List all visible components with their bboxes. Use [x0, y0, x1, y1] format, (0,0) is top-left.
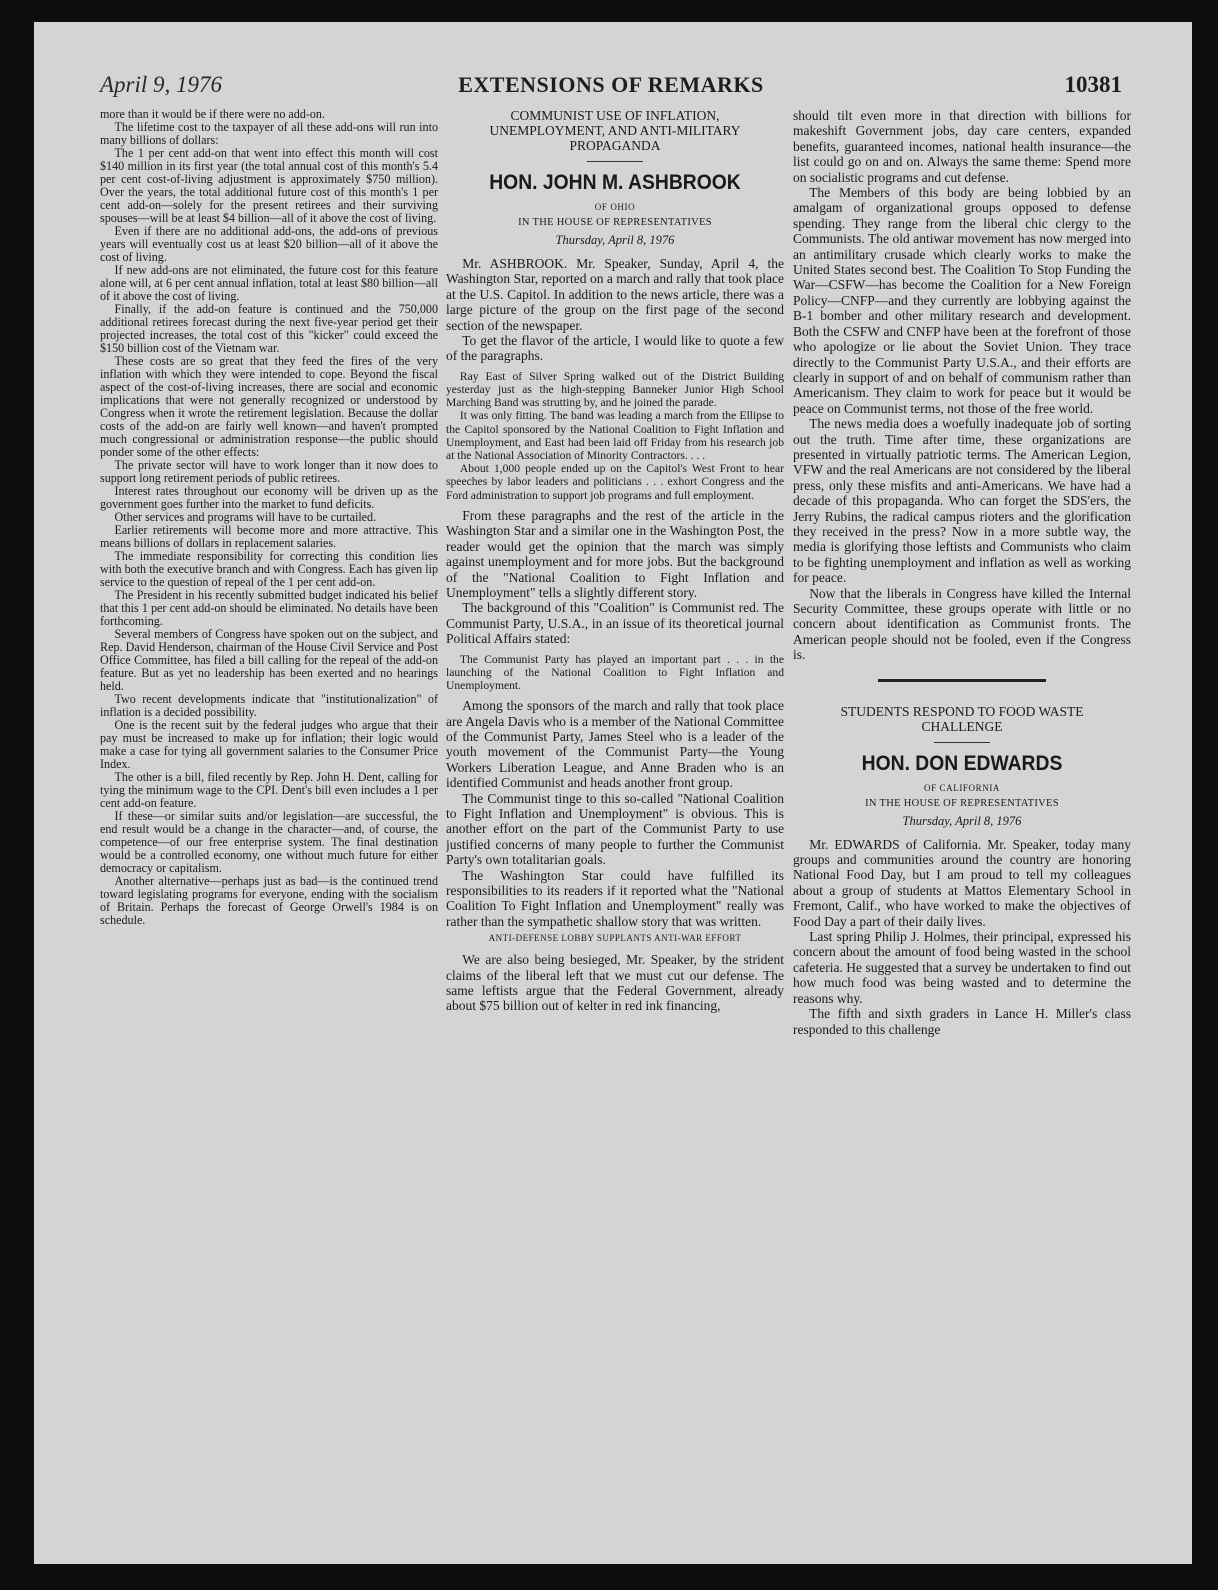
- member-name: HON. DON EDWARDS: [861, 751, 1063, 775]
- member-state: OF CALIFORNIA: [923, 782, 1001, 793]
- paragraph: The 1 per cent add-on that went into effect this month will cost $140 million in its first year (the total annual cost of this month's 5.4 per cent cost-of-living adjustment is approximately $750 million). Over the years, the total additional future cost of this month's 1 per cent add-on—solely for the present retirees and their surviving spouses—will be at least $4 billion—all of it above the cost of living.: [100, 146, 438, 225]
- section-title: EXTENSIONS OF REMARKS: [458, 72, 764, 97]
- chamber-line: IN THE HOUSE OF REPRESENTATIVES: [518, 217, 712, 228]
- paragraph: The private sector will have to work longer than it now does to support long retirement periods of public retirees.: [100, 458, 438, 485]
- paragraph: To get the flavor of the article, I would like to quote a few of the paragraphs.: [446, 333, 784, 364]
- page-number: 10381: [1064, 72, 1122, 97]
- paragraph: Finally, if the add-on feature is continued and the 750,000 additional retirees forecast during the next five-year period get their projected increases, the total cost of this "kicker" could exceed the $150 billion cost of the Vietnam war.: [100, 302, 438, 355]
- paragraph: Mr. EDWARDS of California. Mr. Speaker, today many groups and communities around the country are honoring National Food Day, but I am proud to tell my colleagues about a group of students at Mattos Elementary School in Fremont, Calif., who have worked to make the objectives of Food Day a part of their daily lives.: [793, 836, 1131, 929]
- paragraph: These costs are so great that they feed the fires of the very inflation with which they were intended to cope. Beyond the fiscal aspect of the cost-of-living increases, there are social and economic implications that were not generally recognized or understood by Congress when it wrote the retirement legislation. Because the dollar costs of the add-on are fairly well known—and haven't prompted much congressional or administration response—the public should ponder some of the other effects:: [100, 354, 438, 459]
- paragraph: The immediate responsibility for correcting this condition lies with both the executive branch and with Congress. Each has given lip service to the question of repeal of the 1 per cent add-on.: [100, 549, 438, 589]
- quoted-paragraph: About 1,000 people ended up on the Capitol's West Front to hear speeches by labor leaders and politicians . . . exhort Congress and the Ford administration to support job programs and full employment.: [446, 462, 784, 502]
- paragraph: The Washington Star could have fulfilled its responsibilities to its readers if it reported what the "National Coalition To Fight Inflation and Unemployment" really was rather than the sympathetic shallow story that was written.: [446, 867, 784, 929]
- paragraph: Two recent developments indicate that "institutionalization" of inflation is a decided possibility.: [100, 692, 438, 719]
- paragraph: should tilt even more in that direction with billions for makeshift Government jobs, day care centers, expanded benefits, guaranteed incomes, national health insurance—the list could go on and on. Always the same theme: Spend more on socialistic programs and cut defense.: [793, 108, 1131, 185]
- paragraph: If new add-ons are not eliminated, the future cost for this feature alone will, at 6 per cent annual inflation, total at least $80 billion—all of it above the cost of living.: [100, 263, 438, 303]
- paragraph: The fifth and sixth graders in Lance H. Miller's class responded to this challenge: [793, 1006, 1131, 1037]
- paragraph: Even if there are no additional add-ons, the add-ons of previous years will eventually cost us at least $20 billion—all of it above the cost of living.: [100, 224, 438, 264]
- paragraph: From these paragraphs and the rest of the article in the Washington Star and a similar one in the Washington Post, the reader would get the opinion that the march was simply against unemployment and for more jobs. But the background of the "National Coalition to Fight Inflation and Unemployment" tells a slightly different story.: [446, 507, 784, 600]
- paragraph: Mr. ASHBROOK. Mr. Speaker, Sunday, April 4, the Washington Star, reported on a march and rally that took place at the U.S. Capitol. In addition to the news article, there was a large picture of the group on the first page of the second section of the newspaper.: [446, 256, 784, 333]
- running-head: [100, 72, 1122, 104]
- paragraph: Earlier retirements will become more and more attractive. This means billions of dollars in replacement salaries.: [100, 523, 438, 550]
- paragraph: The news media does a woefully inadequate job of sorting out the truth. Time after time, these organizations are presented in virtually patriotic terms. The American Legion, VFW and the real Americans are not considered by the liberal press, only these misfits and anti-Americans. We have had a decade of this propaganda. Who can forget the SDS'ers, the Jerry Rubins, the radical campus rioters and the glorification they received in the press? Now in a more subtle way, the media is glorifying those leftists and Communists who claim to be fighting unemployment and inflation as well as working for peace.: [793, 416, 1131, 586]
- issue-date: April 9, 1976: [100, 72, 223, 97]
- article-divider: [878, 679, 1046, 682]
- speech-date: Thursday, April 8, 1976: [902, 813, 1022, 828]
- divider: [587, 161, 643, 162]
- paragraph: The Members of this body are being lobbied by an amalgam of organizational groups opposed to defense spending. They range from the liberal chic clergy to the Communists. The old antiwar movement has now merged into an antimilitary crusade which clearly works to make the United States second best. The Coalition To Stop Funding the War—CSFW—has become the Coalition for a New Foreign Policy—CNFP—and they currently are lobbying against the B-1 bomber and other military research and development. Both the CSFW and CNFP have been at the forefront of those who apologize or lie about the Soviet Union. They trace directly to the Communist Party U.S.A., and their efforts are clearly in support of and on behalf of communism rather than Americanism. They claim to work for peace but it would be peace on Communist terms, not those of the free world.: [793, 185, 1131, 416]
- paragraph: The other is a bill, filed recently by Rep. John H. Dent, calling for tying the minimum wage to the CPI. Dent's bill even includes a 1 per cent add-on feature.: [100, 770, 438, 810]
- member-name: HON. JOHN M. ASHBROOK: [489, 171, 741, 194]
- paragraph: If these—or similar suits and/or legislation—are successful, the end result would be a change in the character—and, of course, the competence—of our free enterprise system. The final destination would be a controlled economy, one without much future for either democracy or capitalism.: [100, 809, 438, 875]
- scanned-page: [34, 22, 1192, 1564]
- paragraph: Other services and programs will have to be curtailed.: [114, 510, 377, 524]
- column-2: [446, 108, 784, 1553]
- paragraph: The background of this "Coalition" is Communist red. The Communist Party, U.S.A., in an issue of its theoretical journal Political Affairs stated:: [446, 600, 784, 647]
- paragraph: Another alternative—perhaps just as bad—is the continued trend toward legislating programs for everyone, ending with the socialism of Britain. Perhaps the forecast of George Orwell's 1984 is on schedule.: [100, 874, 438, 927]
- divider: [934, 742, 990, 743]
- column-3: [793, 108, 1131, 1553]
- quoted-paragraph: The Communist Party has played an important part . . . in the launching of the National Coalition to Fight Inflation and Unemployment.: [446, 652, 784, 692]
- speech-date: Thursday, April 8, 1976: [555, 233, 675, 247]
- quoted-paragraph: Ray East of Silver Spring walked out of the District Building yesterday just as the high-stepping Banneker Junior High School Marching Band was strutting by, and he joined the parade.: [446, 369, 784, 410]
- article-headline: COMMUNIST USE OF INFLATION, UNEMPLOYMENT, AND ANTI-MILITARY PROPAGANDA: [489, 108, 741, 153]
- paragraph: The President in his recently submitted budget indicated his belief that this 1 per cent add-on should be eliminated. No details have been forthcoming.: [100, 588, 438, 628]
- paragraph: The lifetime cost to the taxpayer of all these add-ons will run into many billions of dollars:: [100, 120, 438, 147]
- chamber-line: IN THE HOUSE OF REPRESENTATIVES: [865, 797, 1059, 809]
- member-state: OF OHIO: [594, 202, 636, 212]
- paragraph: The Communist tinge to this so-called "National Coalition to Fight Inflation and Unemployment" is obvious. This is another effort on the part of the Communist Party to use justified concerns of many people to further the Communist Party's own totalitarian goals.: [446, 790, 784, 868]
- paragraph: We are also being besieged, Mr. Speaker, by the strident claims of the liberal left that we must cut our defense. The same leftists argue that the Federal Government, already about $75 billion out of kelter in red ink financing,: [446, 952, 784, 1014]
- subheading: ANTI-DEFENSE LOBBY SUPPLANTS ANTI-WAR EFFORT: [488, 933, 742, 944]
- column-1: [100, 108, 438, 1553]
- paragraph: more than it would be if there were no add-on.: [100, 108, 326, 121]
- article-headline: STUDENTS RESPOND TO FOOD WASTE CHALLENGE: [840, 703, 1084, 734]
- paragraph: One is the recent suit by the federal judges who argue that their pay must be increased to make up for inflation; their logic would make a case for tying all government salaries to the Consumer Price Index.: [100, 718, 438, 771]
- paragraph: Interest rates throughout our economy will be driven up as the government goes further into the market to fund deficits.: [100, 484, 438, 511]
- paragraph: Several members of Congress have spoken out on the subject, and Rep. David Henderson, chairman of the House Civil Service and Post Office Committee, has filed a bill calling for the repeal of the add-on feature. But as yet no leadership has been exerted and no hearings held.: [100, 627, 438, 693]
- quoted-paragraph: It was only fitting. The band was leading a march from the Ellipse to the Capitol sponsored by the National Coalition to Fight Inflation and Unemployment, and East had been laid off Friday from his research job at the National Association of Minority Contractors. . . .: [446, 409, 784, 463]
- paragraph: Now that the liberals in Congress have killed the Internal Security Committee, these groups operate with little or no concern about identification as Communist fronts. The American people should not be fooled, even if the Congress is.: [793, 585, 1131, 663]
- paragraph: Among the sponsors of the march and rally that took place are Angela Davis who is a member of the National Committee of the Communist Party, James Steel who is a leader of the youth movement of the Communist Party—the Young Workers Liberation League, and Anne Braden who is an identified Communist and heads another front group.: [446, 698, 784, 791]
- paragraph: Last spring Philip J. Holmes, their principal, expressed his concern about the amount of food being wasted in the school cafeteria. He suggested that a survey be undertaken to find out how much food was being wasted and to determine the reasons why.: [793, 929, 1131, 1006]
